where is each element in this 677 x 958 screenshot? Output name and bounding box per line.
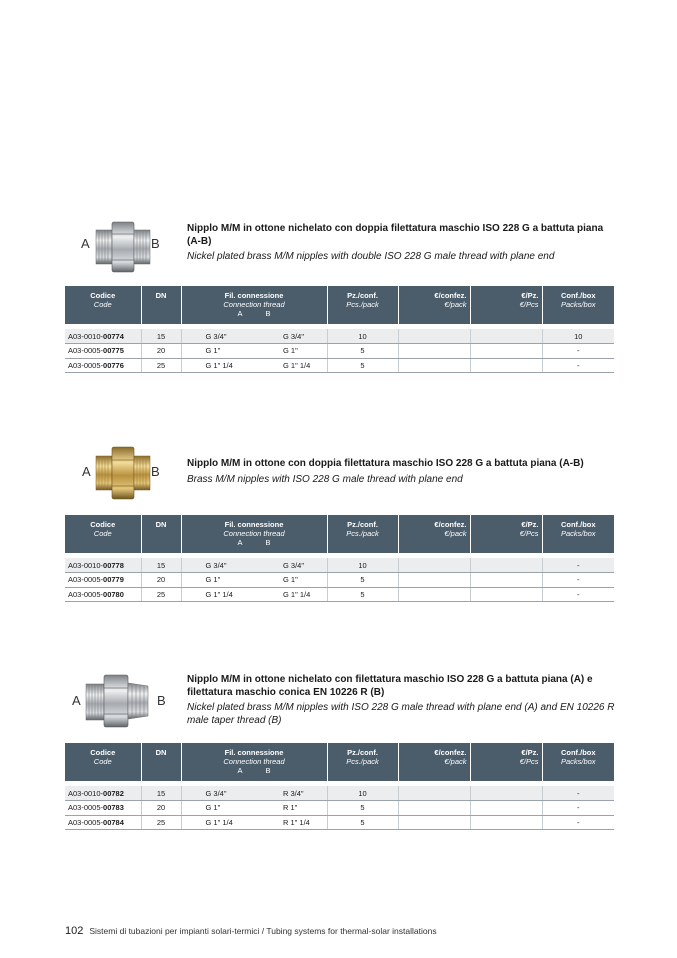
table-row: A03-0005-00783 20 G 1" R 1" 5 - [65, 801, 614, 816]
product-header [0, 442, 677, 502]
table-row: A03-0005-00776 25 G 1" 1/4 G 1" 1/4 5 - [65, 358, 614, 373]
product-title-en: Brass M/M nipples with ISO 228 G male thread with plane end [187, 473, 463, 485]
product-title-it: Nipplo M/M in ottone nichelato con doppia filettatura maschio ISO 228 G a battuta piana (A-B) [187, 223, 604, 247]
col-code: Codice Code [65, 743, 141, 781]
spec-table [65, 286, 614, 373]
product-section [0, 670, 677, 730]
col-price-pc: €/Pz. €/Pcs [470, 515, 542, 553]
col-price-pc: €/Pz. €/Pcs [470, 286, 542, 324]
product-section [0, 220, 677, 280]
thread-label-a: A [82, 464, 91, 479]
product-header [0, 670, 677, 730]
col-dn: DN [141, 286, 181, 324]
spec-table [65, 515, 614, 602]
table-row: A03-0005-00784 25 G 1" 1/4 R 1" 1/4 5 - [65, 815, 614, 830]
col-dn: DN [141, 515, 181, 553]
fitting-image [66, 670, 176, 730]
product-title-it: Nipplo M/M in ottone con doppia filettatura maschio ISO 228 G a battuta piana (A-B) [187, 458, 584, 469]
product-title-en: Nickel plated brass M/M nipples with ISO 228 G male thread with plane end (A) and EN 10226 R male taper thread (B) [187, 702, 615, 726]
table-row: A03-0010-00778 15 G 3/4" G 3/4" 10 - [65, 558, 614, 573]
col-price-pack: €/confez. €/pack [398, 286, 470, 324]
thread-label-b: B [151, 236, 160, 251]
col-pack: Pz./conf. Pcs./pack [327, 286, 398, 324]
thread-label-b: B [151, 464, 160, 479]
fitting-image [66, 220, 176, 280]
col-price-pack: €/confez. €/pack [398, 743, 470, 781]
col-box: Conf./box Packs/box [542, 515, 614, 553]
thread-label-b: B [157, 693, 166, 708]
page-footer [65, 925, 437, 937]
col-box: Conf./box Packs/box [542, 286, 614, 324]
product-header [0, 220, 677, 280]
col-thread: Fil. connessione Connection thread A B [181, 286, 327, 324]
thread-label-a: A [72, 693, 81, 708]
footer-text: Sistemi di tubazioni per impianti solari-termici / Tubing systems for thermal-solar installations [89, 926, 437, 936]
table-row: A03-0005-00780 25 G 1" 1/4 G 1" 1/4 5 - [65, 587, 614, 602]
table-row: A03-0010-00782 15 G 3/4" R 3/4" 10 - [65, 786, 614, 801]
col-thread: Fil. connessione Connection thread A B [181, 515, 327, 553]
thread-label-a: A [81, 236, 90, 251]
col-price-pack: €/confez. €/pack [398, 515, 470, 553]
col-code: Codice Code [65, 286, 141, 324]
col-thread: Fil. connessione Connection thread A B [181, 743, 327, 781]
fitting-image [66, 442, 176, 502]
col-pack: Pz./conf. Pcs./pack [327, 743, 398, 781]
page-number: 102 [65, 925, 84, 937]
product-description [187, 458, 617, 486]
table-row: A03-0005-00779 20 G 1" G 1" 5 - [65, 573, 614, 588]
col-price-pc: €/Pz. €/Pcs [470, 743, 542, 781]
table-row: A03-0005-00775 20 G 1" G 1" 5 - [65, 344, 614, 359]
col-code: Codice Code [65, 515, 141, 553]
product-title-it: Nipplo M/M in ottone nichelato con filettatura maschio ISO 228 G a battuta piana (A) e filettatura maschio conica EN 10226 R (B) [187, 674, 593, 698]
col-box: Conf./box Packs/box [542, 743, 614, 781]
table-row: A03-0010-00774 15 G 3/4" G 3/4" 10 10 [65, 329, 614, 344]
product-title-en: Nickel plated brass M/M nipples with double ISO 228 G male thread with plane end [187, 251, 555, 262]
product-section [0, 442, 677, 502]
product-description [187, 223, 617, 263]
col-dn: DN [141, 743, 181, 781]
spec-table [65, 743, 614, 830]
product-description [187, 674, 617, 727]
col-pack: Pz./conf. Pcs./pack [327, 515, 398, 553]
